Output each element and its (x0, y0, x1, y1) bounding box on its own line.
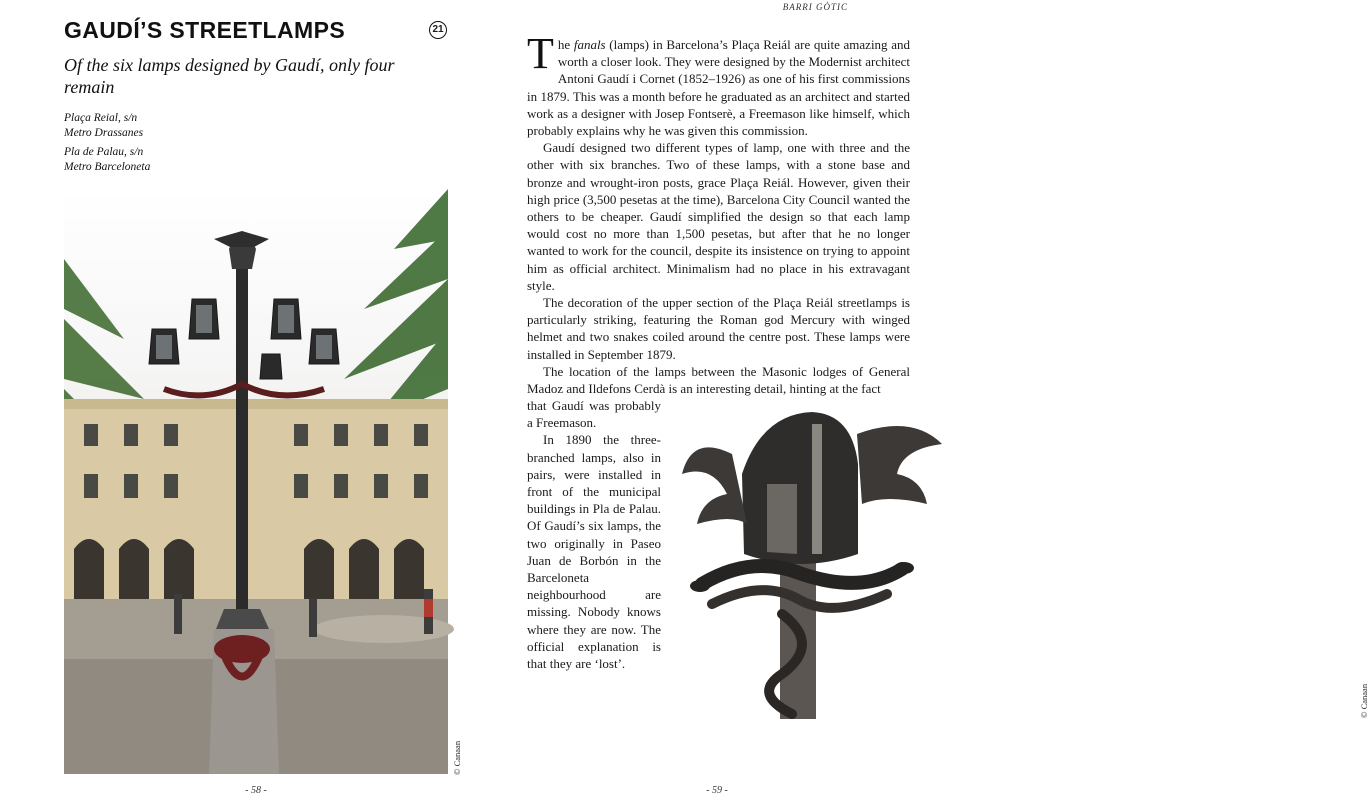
metro-line: Metro Drassanes (64, 127, 144, 139)
address-line: Pla de Palau, s/n (64, 146, 144, 158)
paragraph: The decoration of the upper section of the Plaça Reiál streetlamps is particularly striking, featuring the Roman god Mercury with winged helmet and two snakes coiled around the centre post. These lamps were installed in September 1879. (527, 295, 910, 362)
lamp-detail-photo (672, 404, 947, 719)
article-body (527, 29, 910, 397)
page-title: GAUDÍ’S STREETLAMPS (64, 17, 346, 43)
left-page (0, 0, 500, 800)
running-head: BARRI GÒTIC (782, 2, 848, 12)
photo-credit: © Canaan (1359, 683, 1369, 718)
paragraph: In 1890 the three-branched lamps, also in pairs, were installed in front of the municipal buildings in Pla de Palau. Of Gaudí’s six lamps, the two originally in Paseo Juan de Borbón in the Barceloneta neighbourhood are missing. Nobody knows where they are now. The official explanation is that they are ‘lost’. (527, 432, 661, 672)
wrapped-column (527, 397, 661, 672)
address-line: Plaça Reial, s/n (64, 112, 138, 124)
paragraph: Gaudí designed two different types of lamp, one with three and the other with six branches. Two of these lamps, with a stone base and bronze and wrought-iron posts, grace Plaça Reiál. However, given their high price (3,500 pesetas at the time), Barcelona City Council wanted the others to be cheaper. Gaudí simplified the design so that each lamp would cost no more than 1,500 pesetas, but after that he no longer wanted to work for the council, despite its insistence on trying to appoint him as official architect. Minimalism had no place in his extravagant style. (527, 140, 910, 293)
italic-term: fanals (573, 37, 606, 52)
page-number: - 59 - (706, 785, 728, 796)
right-page (500, 0, 1369, 800)
address-block (64, 111, 314, 141)
drop-cap: T (527, 29, 554, 78)
paragraph: The fanals (lamps) in Barcelona’s Plaça Reiál are quite amazing and worth a closer look. They were designed by the Modernist architect Antoni Gaudí i Cornet (1852–1926) as one of his first commissions in 1879. This was a month before he graduated as an architect and started work as a designer with Josep Fontserè, a Freemason like himself, which probably explains why he was given this commission. (527, 29, 910, 139)
photo-credit: © Canaan (452, 740, 462, 775)
entry-number-badge: 21 (429, 21, 447, 39)
paragraph-continuation: that Gaudí was probably a Freemason. (527, 398, 661, 431)
page-subtitle: Of the six lamps designed by Gaudí, only four remain (64, 55, 395, 97)
mercury-helmet-illustration (672, 404, 947, 719)
address-block (64, 145, 314, 175)
metro-line: Metro Barceloneta (64, 161, 151, 173)
paragraph: The location of the lamps between the Masonic lodges of General Madoz and Ildefons Cerdà is an interesting detail, hinting at the fact (527, 363, 910, 397)
page-number: - 58 - (245, 785, 267, 796)
streetlamp-photo (64, 189, 448, 774)
plaza-lamp-illustration (64, 189, 448, 774)
